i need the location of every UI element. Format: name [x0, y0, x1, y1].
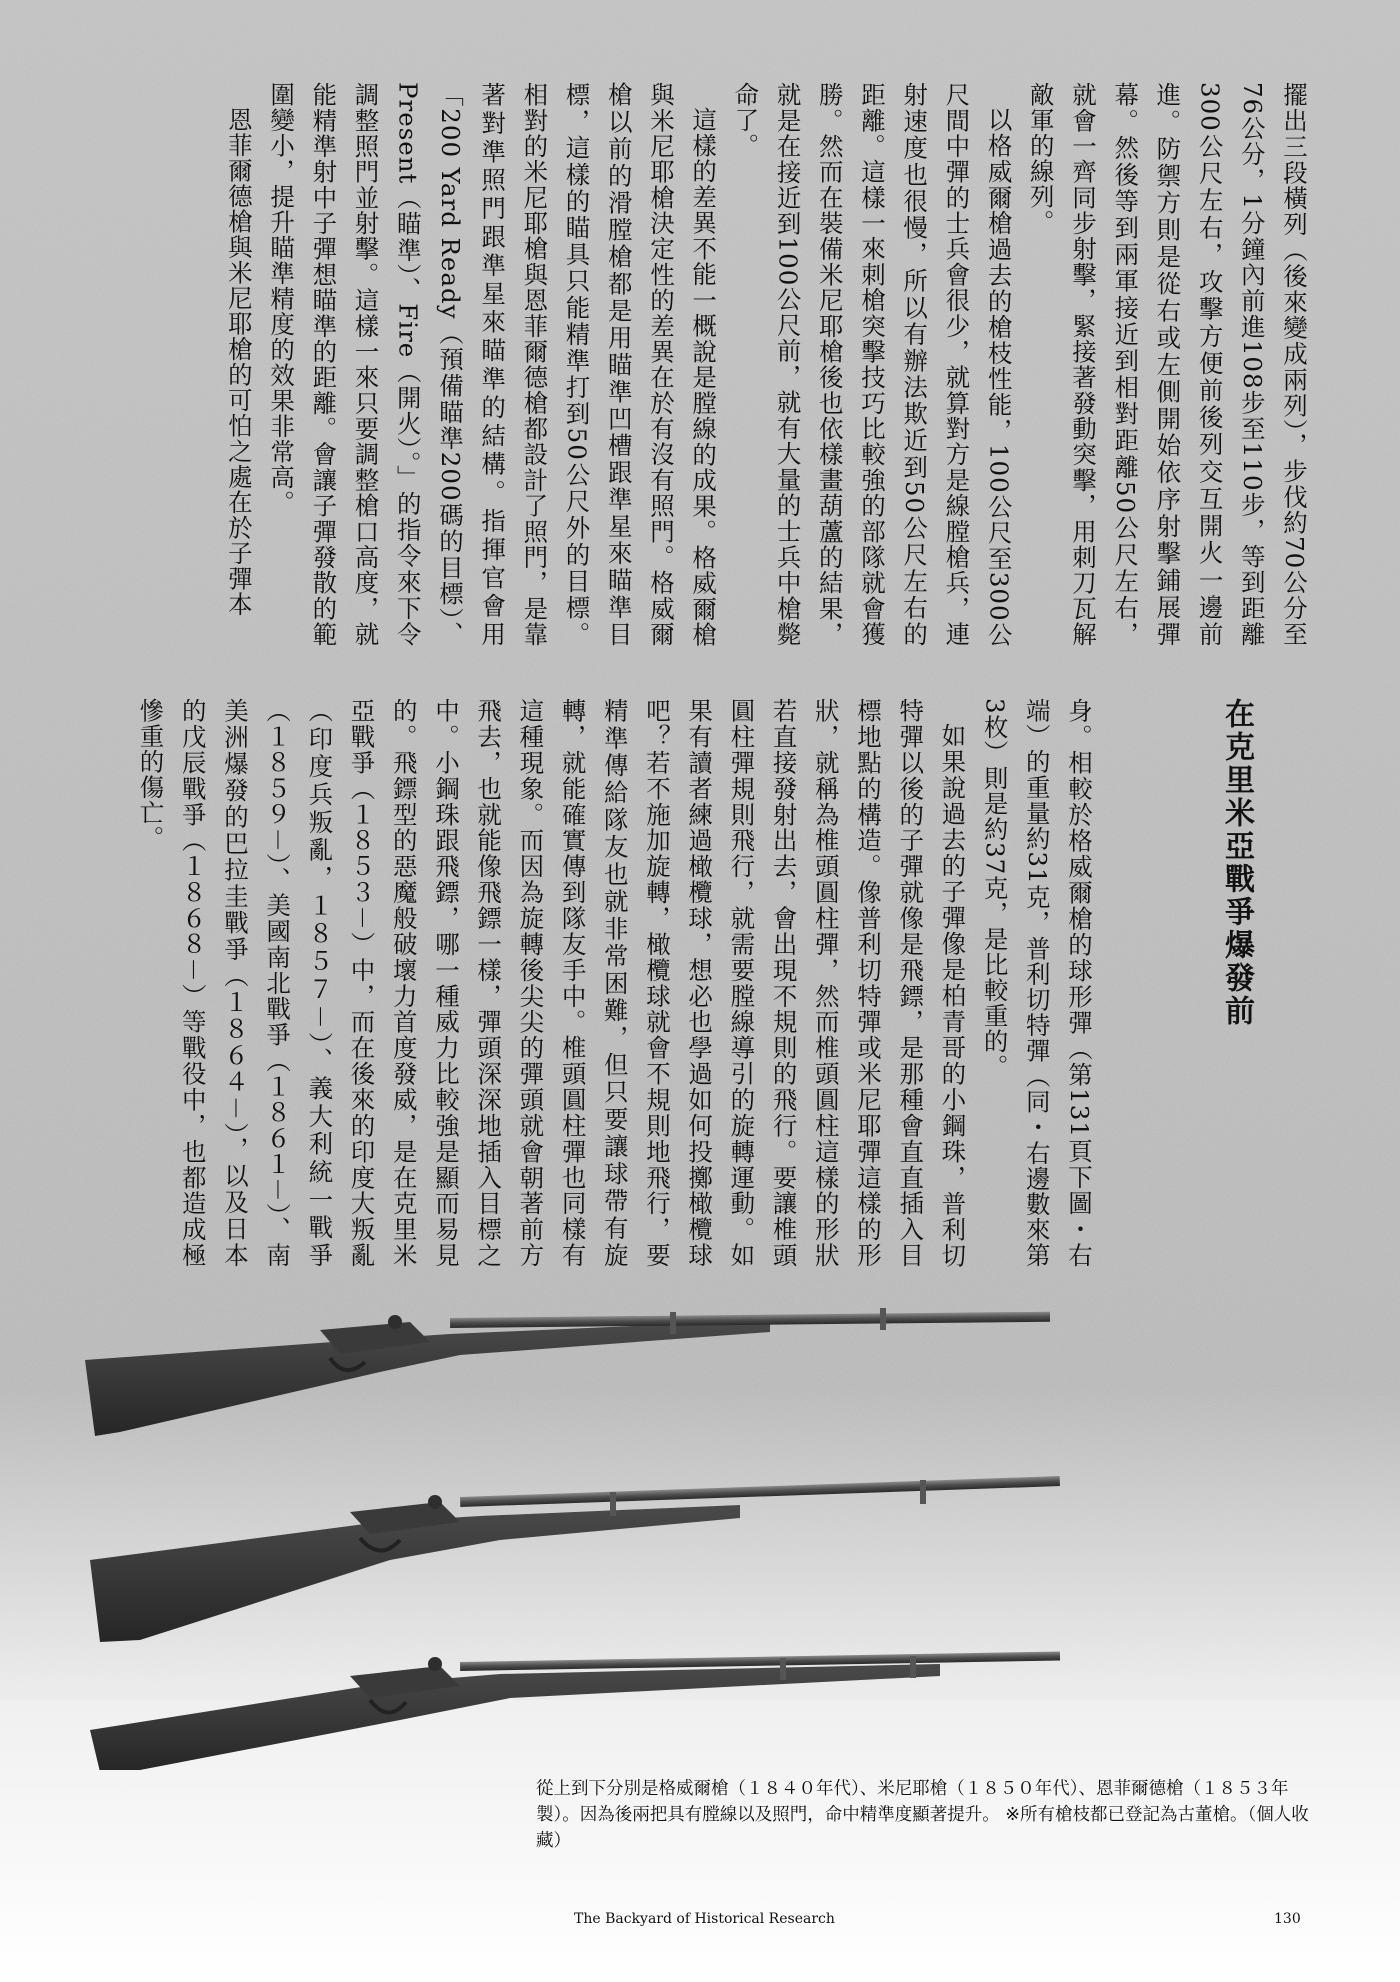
body-text-top-block	[149, 82, 1315, 647]
paragraph: 身。相較於格威爾槍的球形彈（第131頁下圖・右端）的重量約31克，普利切特彈（同・右邊數來第3枚）則是約37克，是比較重的。	[980, 698, 1094, 1268]
section-heading: 在克里米亞戰爭爆發前	[1219, 698, 1254, 1028]
paragraph: 以格威爾槍過去的槍枝性能，100公尺至300公尺間中彈的士兵會很少，就算對方是線膛槍兵，連射速度也很慢，所以有辦法欺近到50公尺左右的距離。這樣一來刺槍突擊技巧比較強的部隊就會獲勝。然而在裝備米尼耶槍後也依樣畫葫蘆的結果，就是在接近到100公尺前，就有大量的士兵中槍斃命了。	[731, 82, 1014, 647]
rifles-photo	[80, 1300, 1340, 1770]
rifle-middle-minie	[90, 1476, 1060, 1642]
running-head: The Backyard of Historical Research	[574, 1911, 835, 1927]
paragraph: 如果說過去的子彈像是柏青哥的小鋼珠，普利切特彈以後的子彈就像是飛鏢，是那種會直直插入目標地點的構造。像普利切特彈或米尼耶彈這樣的形狀，就稱為椎頭圓柱彈，然而椎頭圓柱這樣的形狀若直接發射出去，會出現不規則的飛行。要讓椎頭圓柱彈規則飛行，就需要膛線導引的旋轉運動。如果有讀者練過橄欖球，想必也學過如何投擲橄欖球吧？若不施加旋轉，橄欖球就會不規則地飛行，要精準傳給隊友也就非常困難，但只要讓球帶有旋轉，就能確實傳到隊友手中。椎頭圓柱彈也同樣有這種現象。而因為旋轉後尖尖的彈頭就會朝著前方飛去，也就能像飛鏢一樣，彈頭深深地插入目標之中。小鋼珠跟飛鏢，哪一種威力比較強是顯而易見的。飛鏢型的惡魔般破壞力首度發威，是在克里米亞戰爭（１８５３－）中，而在後來的印度大叛亂（印度兵叛亂，１８５７－）、義大利統一戰爭（１８５９－）、美國南北戰爭（１８６１－）、南美洲爆發的巴拉圭戰爭（１８６４－），以及日本的戊辰戰爭（１８６８－）等戰役中，也都造成極慘重的傷亡。	[136, 698, 968, 1268]
rifle-top-gewehr	[85, 1308, 1050, 1436]
body-text-bottom-block	[100, 698, 1100, 1268]
paragraph: 這樣的差異不能一概說是膛線的成果。格威爾槍與米尼耶槍決定性的差異在於有沒有照門。格威爾槍以前的滑膛槍都是用瞄準凹槽跟準星來瞄準目標，這樣的瞄具只能精準打到50公尺外的目標。相對的米尼耶槍與恩菲爾德槍都設計了照門，是靠著對準照門跟準星來瞄準的結構。指揮官會用「200 Yard Ready（預備瞄準200碼的目標）、Present（瞄準）、Fire（開火）。」的指令來下令調整照門並射擊。這樣一來只要調整槍口高度，就能精準射中子彈想瞄準的距離。會讓子彈發散的範圍變小，提升瞄準精度的效果非常高。	[267, 82, 719, 647]
rifle-bottom-enfield	[90, 1652, 1060, 1770]
paragraph: 擺出三段橫列（後來變成兩列），步伐約70公分至76公分，1分鐘內前進108步至110步，等到距離300公尺左右，攻擊方便前後列交互開火一邊前進。防禦方則是從右或左側開始依序射擊鋪展彈幕。然後等到兩軍接近到相對距離50公尺左右，就會一齊同步射擊，緊接著發動突擊，用刺刀瓦解敵軍的線列。	[1026, 82, 1309, 647]
page-number: 130	[1274, 1911, 1301, 1927]
photo-caption: 從上到下分別是格威爾槍（１８４０年代）、米尼耶槍（１８５０年代）、恩菲爾德槍（１８５３年製）。因為後兩把具有膛線以及照門，命中精準度顯著提升。 ※所有槍枝都已登記為古董槍。（個人收藏）	[536, 1779, 1309, 1851]
paragraph: 恩菲爾德槍與米尼耶槍的可怕之處在於子彈本	[224, 106, 254, 617]
